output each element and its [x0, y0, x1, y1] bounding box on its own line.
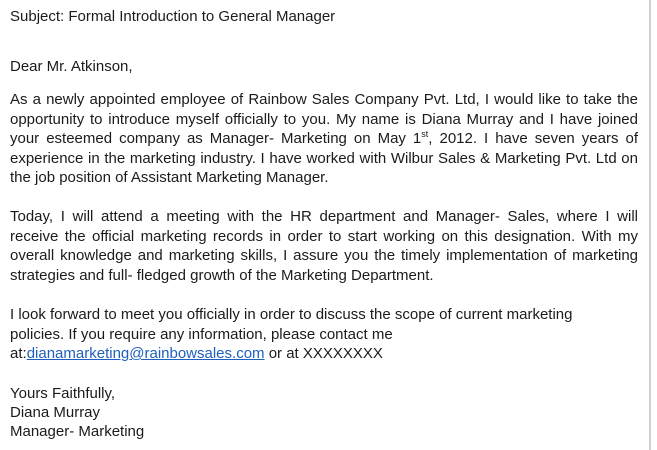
paragraph-line-date	[10, 129, 638, 149]
paragraph-line: overall knowledge and marketing skills, I assure you the timely implementation of marketing	[10, 247, 638, 264]
paragraph-contact	[10, 305, 638, 364]
signer-title: Manager- Marketing	[10, 423, 145, 440]
paragraph-line-contact	[10, 344, 638, 364]
paragraph-line: the job position of Assistant Marketing Manager.	[10, 169, 329, 186]
paragraph-line: opportunity to introduce myself officially to you. My name is Diana Murray and I have joined	[10, 110, 638, 128]
salutation: Dear Mr. Atkinson,	[10, 58, 133, 75]
paragraph-line: policies. If you require any information, please contact me	[10, 325, 393, 343]
paragraph-line: experience in the marketing industry. I have worked with Wilbur Sales & Marketing Pvt. Ltd on	[10, 149, 638, 167]
paragraph-meeting	[10, 207, 638, 285]
paragraph-line: receive the official marketing records in order to start working on this designation. With my	[10, 227, 638, 245]
paragraph-line: As a newly appointed employee of Rainbow Sales Company Pvt. Ltd, I would like to take the	[10, 91, 638, 108]
letter-document	[10, 0, 651, 450]
ordinal-suffix: st	[421, 129, 429, 139]
text-segment: your esteemed company as Manager- Marketing on May 1	[10, 130, 422, 147]
sign-off: Yours Faithfully,	[10, 385, 116, 402]
paragraph-line: Today, I will attend a meeting with the HR department and Manager- Sales, where I will	[10, 208, 638, 225]
text-segment: , 2012. I have seven years of	[428, 130, 638, 147]
paragraph-line: I look forward to meet you officially in order to discuss the scope of current marketing	[10, 306, 573, 323]
text-segment: at:	[10, 345, 27, 362]
text-segment: or at XXXXXXXX	[264, 345, 383, 362]
subject-line: Subject: Formal Introduction to General Manager	[10, 8, 336, 25]
signer-name: Diana Murray	[10, 404, 101, 421]
paragraph-introduction	[10, 90, 638, 188]
email-link[interactable]: dianamarketing@rainbowsales.com	[26, 345, 265, 362]
paragraph-line: strategies and full- fledged growth of the Marketing Department.	[10, 266, 434, 284]
